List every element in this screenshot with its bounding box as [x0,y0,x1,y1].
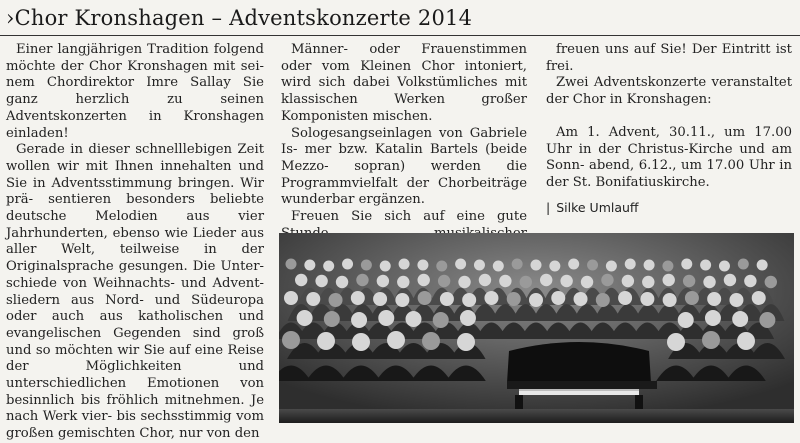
paragraph: Einer langjährigen Tradition folgend möchte der Chor Kronshagen mit sei- nem Chordirektor Imre Sallay Sie ganz herzlich zu seinen Adventskonzerten in Kronshagen einladen! [6,42,264,141]
article-title: ›Chor Kronshagen – Adventskonzerte 2014 [6,6,473,30]
paragraph: Sologesangseinlagen von Gabriele Is- mer bzw. Katalin Bartels (beide Mezzo- sopran) werden die Programmvielfalt der Chorbeiträge wunderbar ergänzen. [281,125,527,208]
concert-dates: Am 1. Advent, 30.11., um 17.00 Uhr in der Christus-Kirche und am Sonn- abend, 6.12., um 17.00 Uhr in der St. Bonifatiuskirche. [546,124,792,190]
choir-photo-illustration [279,233,794,423]
text-column-3 [546,42,792,216]
paragraph: Männer- oder Frauenstimmen oder vom Kleinen Chor intoniert, wird sich dabei Volkstümliches mit klassischen Werken großer Komponisten mischen. [281,42,527,124]
paragraph: Zwei Adventskonzerte veranstaltet der Chor in Kronshagen: [546,75,792,108]
author-name: Silke Umlauff [556,199,639,215]
paragraph: Gerade in dieser schnelllebigen Zeit wollen wir mit Ihnen innehalten und Sie in Adventsstimmung bringen. Wir prä- sentieren besonders beliebte deutsche Melodien aus vier Jahrhunderten, ebenso wie Lieder aus aller Welt, teilweise in der Originalsprache gesungen. Die Unter- schiede von Weihnachts- und Advent- sliedern aus Nord- und Südeuropa oder auch aus katholischen und evangelischen Gegenden sind groß und so möchten wir Sie auf eine Reise der Möglichkeiten und unterschiedlichen Emotionen von besinnlich bis fröhlich mitnehmen. Je nach Werk vier- bis sechsstimmig vom großen gemischten Chor, nur von den [6,142,264,442]
paragraph: freuen uns auf Sie! Der Eintritt ist frei. [546,42,792,74]
author-signature [546,200,792,217]
paragraph: Freuen Sie sich auf eine gute [291,209,527,225]
text-column-2 [281,42,527,259]
choir-photo [279,233,794,423]
text-column-1 [6,42,264,443]
title-rule [0,35,800,36]
signature-bar: | [546,199,551,215]
